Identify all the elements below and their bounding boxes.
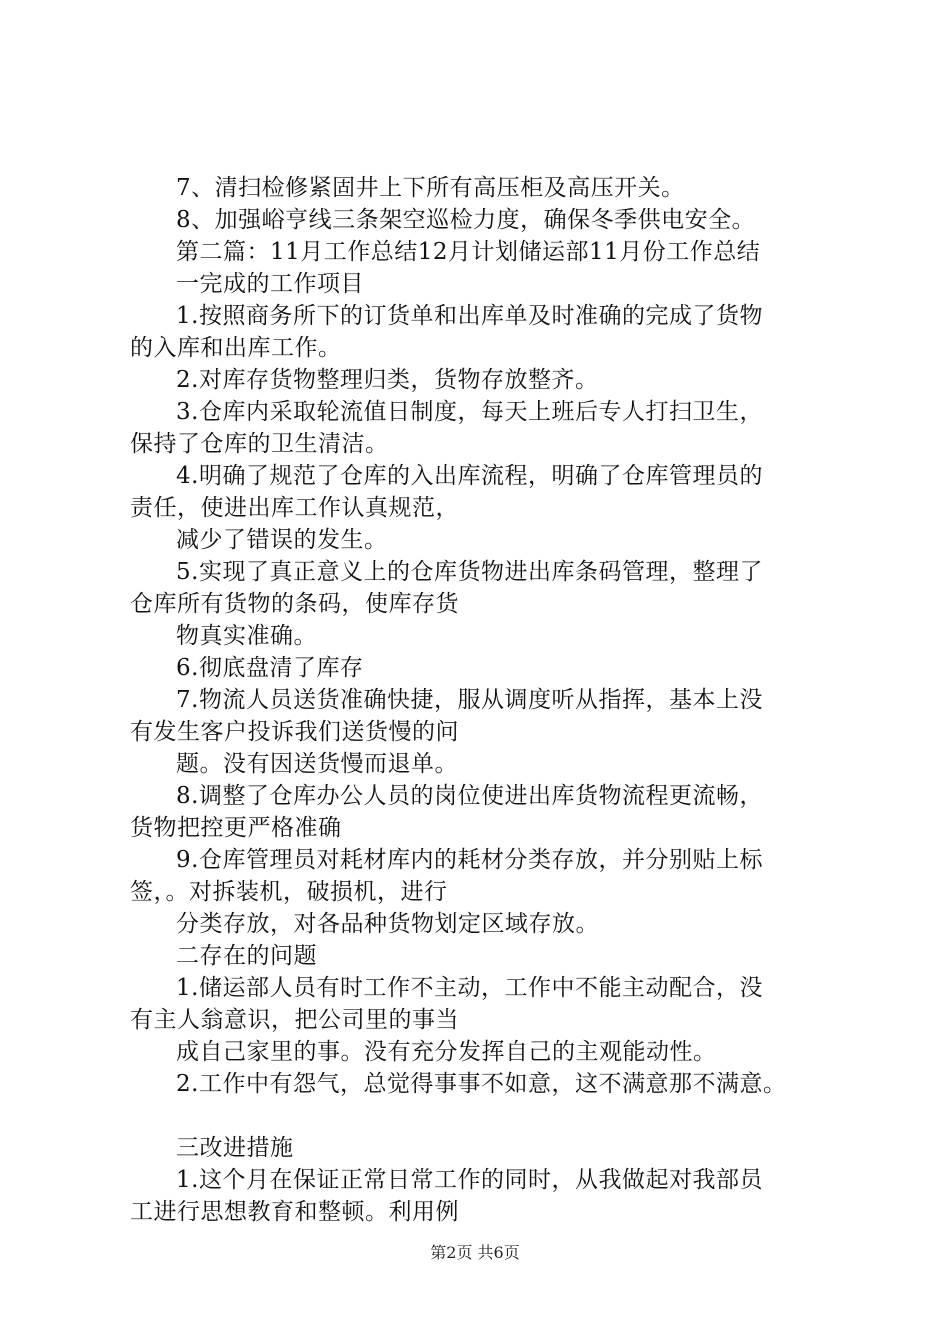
- text-line: 二存在的问题: [176, 943, 317, 969]
- text-line: 8、加强峪亨线三条架空巡检力度，确保冬季供电安全。: [176, 207, 756, 233]
- text-line: 8.调整了仓库办公人员的岗位使进出库货物流程更流畅，: [176, 783, 763, 809]
- text-line: 工进行思想教育和整顿。利用例: [130, 1199, 459, 1225]
- text-line: 签，。对拆装机，破损机，进行: [130, 879, 448, 905]
- text-line: 仓库所有货物的条码，使库存货: [130, 591, 459, 617]
- text-line: 一完成的工作项目: [176, 271, 364, 297]
- page-footer: 第2页 共6页: [430, 1243, 520, 1262]
- text-line: 有发生客户投诉我们送货慢的问: [130, 719, 459, 745]
- text-line: 1.这个月在保证正常日常工作的同时，从我做起对我部员: [176, 1167, 763, 1193]
- text-line: 责任，使进出库工作认真规范，: [130, 495, 459, 521]
- blank-line: [130, 1100, 850, 1132]
- text-line: 分类存放，对各品种货物划定区域存放。: [176, 911, 599, 937]
- text-line: 7.物流人员送货准确快捷，服从调度听从指挥，基本上没: [176, 687, 763, 713]
- text-line: 5.实现了真正意义上的仓库货物进出库条码管理，整理了: [176, 559, 763, 585]
- text-line: 的入库和出库工作。: [130, 335, 342, 361]
- text-line: 题。没有因送货慢而退单。: [176, 751, 458, 777]
- document-body: [130, 172, 850, 1228]
- text-line: 9.仓库管理员对耗材库内的耗材分类存放，并分别贴上标: [176, 847, 763, 873]
- text-line: 4.明确了规范了仓库的入出库流程，明确了仓库管理员的: [176, 463, 763, 489]
- text-line: 3.仓库内采取轮流值日制度，每天上班后专人打扫卫生，: [176, 399, 763, 425]
- text-line: 有主人翁意识，把公司里的事当: [130, 1007, 459, 1033]
- text-line: 2.对库存货物整理归类，货物存放整齐。: [176, 367, 599, 393]
- text-line: 物真实准确。: [176, 623, 317, 649]
- text-line: 成自己家里的事。没有充分发挥自己的主观能动性。: [176, 1039, 717, 1065]
- text-line: 保持了仓库的卫生清洁。: [130, 431, 389, 457]
- text-line: 2.工作中有怨气，总觉得事事不如意，这不满意那不满意。: [176, 1071, 787, 1097]
- text-line: 1.储运部人员有时工作不主动，工作中不能主动配合，没: [176, 975, 763, 1001]
- text-line: 1.按照商务所下的订货单和出库单及时准确的完成了货物: [176, 303, 763, 329]
- text-line: 第二篇：11月工作总结12月计划储运部11月份工作总结: [176, 239, 761, 265]
- text-line: 货物把控更严格准确: [130, 815, 342, 841]
- text-line: 减少了错误的发生。: [176, 527, 388, 553]
- text-line: 6.彻底盘清了库存: [176, 655, 364, 681]
- text-line: 三改进措施: [176, 1135, 294, 1161]
- text-line: 7、清扫检修紧固井上下所有高压柜及高压开关。: [176, 175, 685, 201]
